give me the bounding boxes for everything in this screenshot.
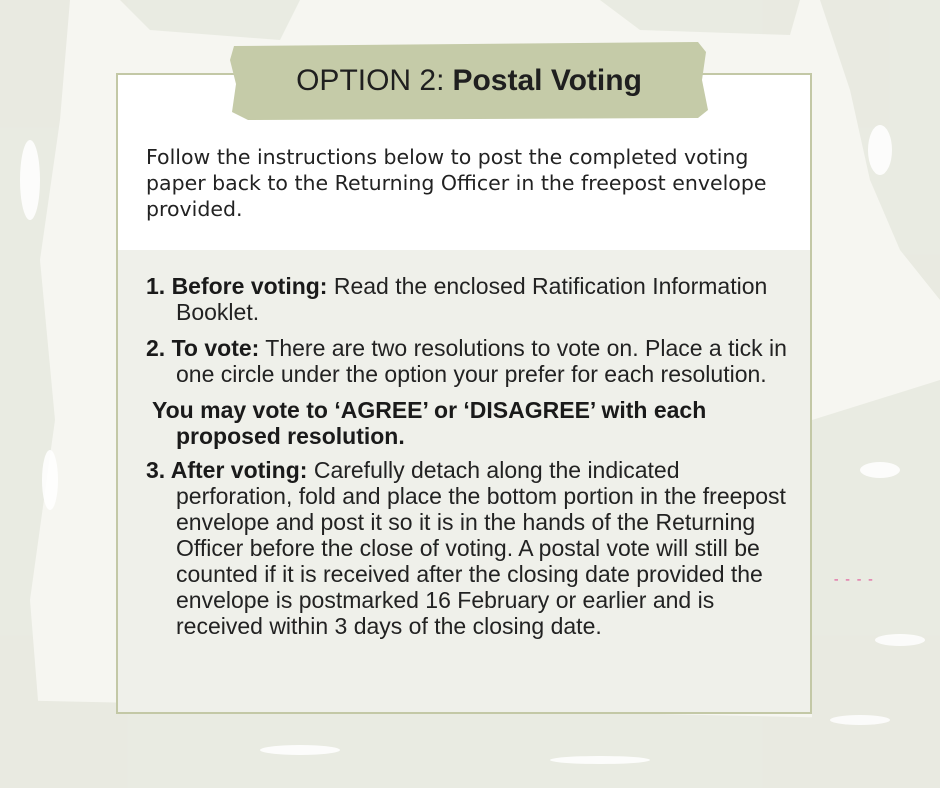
step-text: Read the enclosed Ratification Information Booklet. — [176, 273, 768, 325]
step-to-vote — [146, 335, 796, 387]
title-main: Postal Voting — [452, 64, 642, 97]
step-before-voting — [146, 273, 796, 325]
step-label: 2. To vote: — [146, 335, 260, 361]
step-label: 3. After voting: — [146, 457, 308, 483]
page-title — [228, 40, 710, 122]
intro-paragraph: Follow the instructions below to post the completed voting paper back to the Returning Officer in the freepost envelope provided. — [146, 145, 767, 221]
title-prefix: OPTION 2: — [296, 64, 445, 97]
steps-list — [146, 273, 796, 649]
step-text: There are two resolutions to vote on. Place a tick in one circle under the option your prefer for each resolution. — [176, 335, 787, 387]
title-banner — [228, 40, 710, 122]
step-after-voting — [146, 457, 796, 639]
step-text: Carefully detach along the indicated perforation, fold and place the bottom portion in the freepost envelope and post it so it is in the hands of the Returning Officer before the close of voting. A postal vote will still be counted if it is received after the closing date provided the envelope is postmarked 16 February or earlier and is received within 3 days of the closing date. — [176, 457, 786, 639]
vote-notice: You may vote to ‘AGREE’ or ‘DISAGREE’ with each proposed resolution. — [152, 397, 707, 449]
dash-mark: ---- — [832, 572, 878, 588]
step-label: 1. Before voting: — [146, 273, 328, 299]
